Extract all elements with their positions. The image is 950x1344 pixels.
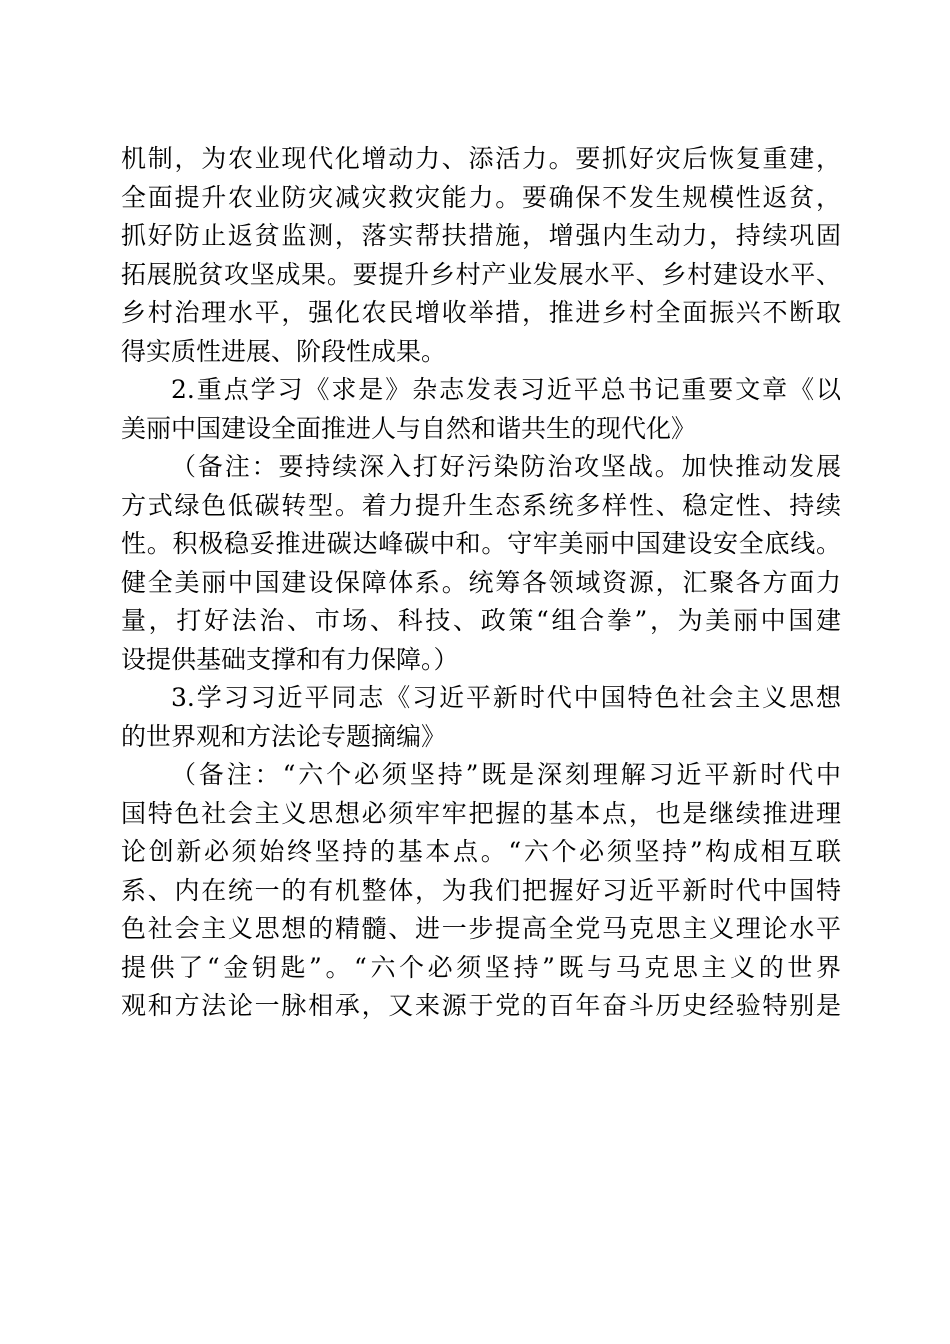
text-line: 观和方法论一脉相承，又来源于党的百年奋斗历史经验特别是 bbox=[121, 991, 841, 1020]
text-line: 乡村治理水平，强化农民增收举措，推进乡村全面振兴不断取 bbox=[121, 298, 841, 327]
paragraph-rural-revitalization bbox=[121, 140, 841, 371]
text-line: 美丽中国建设全面推进人与自然和谐共生的现代化》 bbox=[121, 413, 697, 443]
paragraph-item-3-note bbox=[121, 756, 841, 1026]
paragraph-item-3-heading bbox=[121, 679, 841, 756]
text-line: 方式绿色低碳转型。着力提升生态系统多样性、稳定性、持续 bbox=[121, 490, 841, 520]
text-line: 性。积极稳妥推进碳达峰碳中和。守牢美丽中国建设安全底线。 bbox=[121, 529, 841, 558]
text-line: 健全美丽中国建设保障体系。统筹各领域资源，汇聚各方面力 bbox=[121, 567, 841, 597]
text-line: 机制，为农业现代化增动力、添活力。要抓好灾后恢复重建， bbox=[121, 144, 841, 173]
text-line: 系、内在统一的有机整体，为我们把握好习近平新时代中国特 bbox=[121, 875, 841, 905]
paragraph-item-2-heading bbox=[121, 371, 841, 448]
paragraph-item-2-note bbox=[121, 448, 841, 679]
text-line: 提供了“金钥匙”。“六个必须坚持”既与马克思主义的世界 bbox=[121, 952, 841, 982]
text-line: 国特色社会主义思想必须牢牢把握的基本点，也是继续推进理 bbox=[121, 798, 841, 828]
text-line: 拓展脱贫攻坚成果。要提升乡村产业发展水平、乡村建设水平、 bbox=[121, 259, 841, 289]
text-line: 得实质性进展、阶段性成果。 bbox=[121, 336, 447, 366]
text-line: （备注：要持续深入打好污染防治攻坚战。加快推动发展 bbox=[171, 452, 841, 481]
text-line: 论创新必须始终坚持的基本点。“六个必须坚持”构成相互联 bbox=[121, 837, 841, 866]
text-line: 3.学习习近平同志《习近平新时代中国特色社会主义思想 bbox=[171, 683, 841, 712]
text-line: 色社会主义思想的精髓、进一步提高全党马克思主义理论水平 bbox=[121, 914, 841, 943]
text-line: 设提供基础支撑和有力保障。） bbox=[121, 644, 459, 674]
text-line: 的世界观和方法论专题摘编》 bbox=[121, 721, 447, 751]
body-text bbox=[121, 140, 841, 1026]
text-line: 全面提升农业防灾减灾救灾能力。要确保不发生规模性返贫， bbox=[121, 182, 841, 212]
text-line: 2.重点学习《求是》杂志发表习近平总书记重要文章《以 bbox=[171, 375, 841, 404]
text-line: （备注：“六个必须坚持”既是深刻理解习近平新时代中 bbox=[171, 760, 841, 789]
text-line: 抓好防止返贫监测，落实帮扶措施，增强内生动力，持续巩固 bbox=[121, 221, 841, 250]
text-line: 量，打好法治、市场、科技、政策“组合拳”，为美丽中国建 bbox=[121, 606, 841, 635]
